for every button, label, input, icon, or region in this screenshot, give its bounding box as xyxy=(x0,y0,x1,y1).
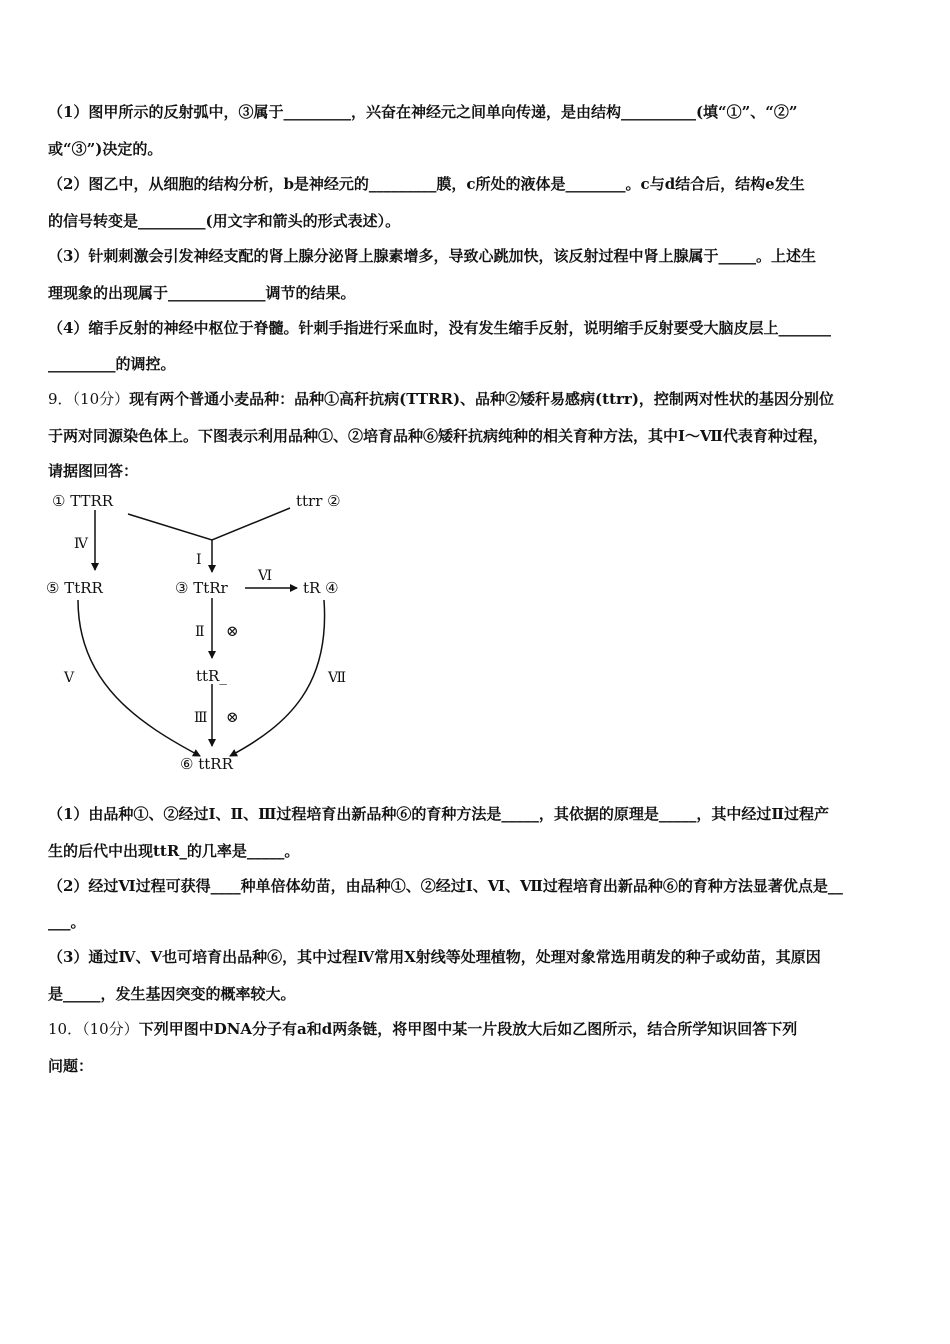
q9-stem-line1 xyxy=(48,389,908,409)
q9-part1-line2: 生的后代中出现ttR_的几率是_____。 xyxy=(48,842,300,860)
q10-number: 10．（10分） xyxy=(48,1020,139,1038)
breeding-diagram xyxy=(40,484,360,784)
label-VII: Ⅶ xyxy=(328,670,347,686)
arrow-V xyxy=(78,600,200,756)
q10-stem-text: 下列甲图中DNA分子有a和d两条链，将甲图中某一片段放大后如乙图所示，结合所学知识回答下列 xyxy=(138,1020,798,1038)
arrow-VII xyxy=(230,600,325,756)
q9-part3-line2: 是_____，发生基因突变的概率较大。 xyxy=(48,985,296,1003)
node-6: ⑥ ttRR xyxy=(180,755,233,773)
label-VI: Ⅵ xyxy=(258,568,273,584)
q9-number: 9．（10分） xyxy=(48,390,130,408)
cross-lines-I xyxy=(128,508,290,540)
label-III: Ⅲ xyxy=(194,710,208,726)
q8-part1-line2: 或“③”)决定的。 xyxy=(48,140,163,158)
node-1: ① TTRR xyxy=(52,492,114,510)
q9-part2-line1: （2）经过Ⅵ过程可获得____种单倍体幼苗，由品种①、②经过Ⅰ、Ⅵ、Ⅶ过程培育出新品种⑥的育种方法显著优点是__ xyxy=(48,877,843,895)
label-I: Ⅰ xyxy=(196,552,202,568)
label-IV: Ⅳ xyxy=(74,536,88,552)
q8-part1-line1: （1）图甲所示的反射弧中，③属于_________，兴奋在神经元之间单向传递，是由结构__________(填“①”、“②” xyxy=(48,103,798,121)
node-4: tR ④ xyxy=(303,579,339,597)
q8-part4-line2: _________的调控。 xyxy=(48,355,176,373)
q8-part4-line1: （4）缩手反射的神经中枢位于脊髓。针刺手指进行采血时，没有发生缩手反射，说明缩手反射要受大脑皮层上_______ xyxy=(48,319,831,337)
q8-part2-line1: （2）图乙中，从细胞的结构分析，b是神经元的_________膜，c所处的液体是________。c与d结合后，结构e发生 xyxy=(48,175,805,193)
label-II: Ⅱ xyxy=(195,624,205,640)
q10-stem-line2: 问题： xyxy=(48,1057,94,1075)
q8-part3-line1: （3）针刺刺激会引发神经支配的肾上腺分泌肾上腺素增多，导致心跳加快，该反射过程中肾上腺属于_____。上述生 xyxy=(48,247,816,265)
q9-part1-line1: （1）由品种①、②经过Ⅰ、Ⅱ、Ⅲ过程培育出新品种⑥的育种方法是_____，其依据的原理是_____，其中经过Ⅱ过程产 xyxy=(48,805,830,823)
q9-stem-line2: 于两对同源染色体上。下图表示利用品种①、②培育品种⑥矮秆抗病纯种的相关育种方法，其中Ⅰ～Ⅶ代表育种过程， xyxy=(48,427,828,445)
q9-stem-line3: 请据图回答： xyxy=(48,462,139,480)
node-5: ⑤ TtRR xyxy=(46,579,103,597)
node-ttR: ttR_ xyxy=(196,667,227,685)
selfing-symbol-II: ⊗ xyxy=(226,622,239,640)
q10-stem-line1 xyxy=(48,1019,908,1039)
node-3: ③ TtRr xyxy=(175,579,228,597)
selfing-symbol-III: ⊗ xyxy=(226,708,239,726)
node-2: ttrr ② xyxy=(296,492,341,510)
q9-part2-line2: ___。 xyxy=(48,913,86,931)
q9-part3-line1: （3）通过Ⅳ、Ⅴ也可培育出品种⑥，其中过程Ⅳ常用X射线等处理植物，处理对象常选用萌发的种子或幼苗，其原因 xyxy=(48,948,821,966)
q8-part2-line2: 的信号转变是_________(用文字和箭头的形式表述）。 xyxy=(48,212,401,230)
q9-stem-text: 现有两个普通小麦品种：品种①高秆抗病(TTRR)、品种②矮秆易感病(ttrr)，控制两对性状的基因分别位 xyxy=(129,390,834,408)
label-V: Ⅴ xyxy=(64,670,75,686)
q8-part3-line2: 理现象的出现属于_____________调节的结果。 xyxy=(48,284,356,302)
